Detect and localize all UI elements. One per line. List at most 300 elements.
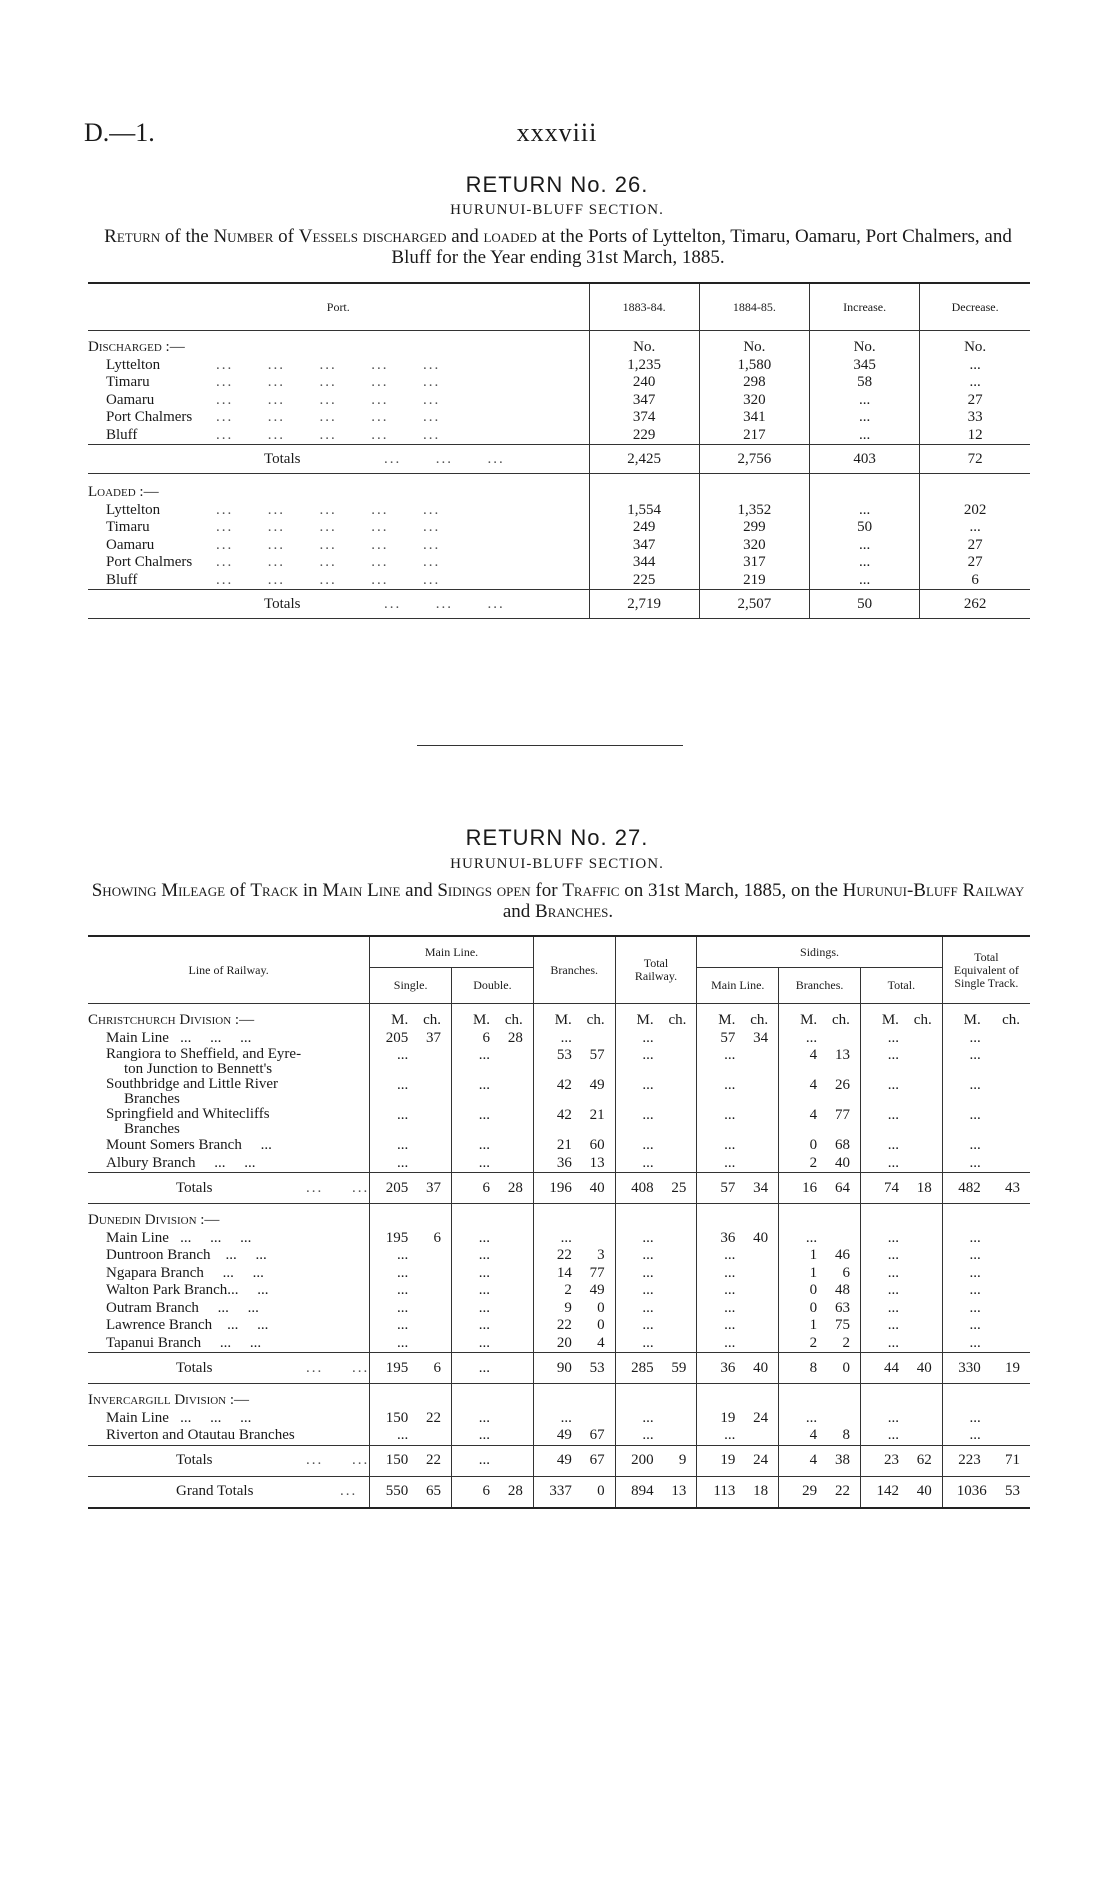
vessels-table bbox=[88, 282, 1030, 619]
chains-value bbox=[499, 1265, 523, 1282]
chains-value bbox=[996, 1230, 1020, 1247]
empty-cell bbox=[697, 1384, 779, 1410]
value-cell bbox=[779, 1030, 861, 1048]
miles-value: ... bbox=[642, 1047, 654, 1063]
mile-chain-pair bbox=[616, 1427, 697, 1444]
dunedin-totals-row bbox=[88, 1353, 1030, 1384]
mile-chain-pair bbox=[370, 1483, 451, 1500]
chains-value bbox=[499, 1247, 523, 1264]
miles-value: ... bbox=[887, 1154, 899, 1171]
chains-value bbox=[908, 1230, 932, 1247]
miles-value: ... bbox=[969, 1047, 981, 1063]
mile-chain-pair bbox=[370, 1335, 451, 1352]
mile-chain-pair bbox=[534, 1030, 615, 1047]
chains-value bbox=[662, 1155, 686, 1172]
mile-chain-pair bbox=[452, 1107, 533, 1124]
mile-chain-pair bbox=[534, 1483, 615, 1500]
chains-value: ch. bbox=[1002, 1012, 1020, 1029]
value-cell bbox=[942, 1300, 1030, 1318]
mile-chain-pair bbox=[616, 1360, 697, 1377]
sidings-branches-header: Branches. bbox=[779, 968, 861, 1004]
total-cell bbox=[697, 1446, 779, 1477]
empty-cell bbox=[615, 1384, 697, 1410]
line-name-cell bbox=[88, 1300, 370, 1318]
column-header: Decrease. bbox=[920, 284, 1030, 331]
line-name: Duntroon Branch ... ... bbox=[106, 1247, 267, 1264]
mile-chain-pair bbox=[779, 1360, 860, 1377]
chains-value bbox=[826, 1410, 850, 1427]
chains-value bbox=[744, 1300, 768, 1317]
leader-dots: ... ... ... ... ... bbox=[216, 391, 441, 408]
mile-chain-pair bbox=[779, 1483, 860, 1500]
chains-value: 25 bbox=[671, 1179, 687, 1196]
miles-value: ... bbox=[642, 1247, 654, 1264]
port-name: Timaru bbox=[106, 374, 150, 391]
chains-value bbox=[662, 1247, 686, 1264]
line-name: Walton Park Branch... ... bbox=[106, 1282, 269, 1299]
table-row bbox=[88, 1300, 1030, 1318]
line-name: Albury Branch ... ... bbox=[106, 1154, 256, 1171]
miles-value: 223 bbox=[958, 1452, 981, 1468]
mile-chain-pair bbox=[697, 1360, 778, 1377]
miles-value: ... bbox=[887, 1229, 899, 1246]
empty-cell bbox=[370, 1384, 452, 1410]
mile-chain-pair bbox=[370, 1317, 451, 1334]
miles-value: 6 bbox=[482, 1029, 491, 1046]
line-name: Southbridge and Little River bbox=[106, 1076, 279, 1092]
total-cell bbox=[942, 1353, 1030, 1384]
column-header: Increase. bbox=[810, 284, 920, 331]
miles-value: ... bbox=[478, 1047, 491, 1063]
chains-value bbox=[662, 1410, 686, 1427]
line-name: Outram Branch ... ... bbox=[106, 1299, 259, 1316]
miles-value: 36 bbox=[720, 1229, 736, 1246]
table-row bbox=[88, 1137, 1030, 1155]
mile-chain-pair bbox=[943, 1107, 1030, 1124]
line-name: Main Line ... ... ... bbox=[106, 1409, 252, 1426]
miles-value: 894 bbox=[631, 1483, 654, 1499]
value-cell bbox=[452, 1282, 534, 1300]
mile-chain-pair bbox=[861, 1107, 942, 1124]
empty-cell bbox=[860, 1384, 942, 1410]
chains-value: 34 bbox=[753, 1029, 769, 1046]
empty-cell bbox=[920, 474, 1030, 502]
chains-value bbox=[499, 1335, 523, 1352]
mile-chain-pair bbox=[534, 1047, 615, 1064]
chains-value bbox=[499, 1282, 523, 1299]
mile-chain-pair bbox=[616, 1247, 697, 1264]
miles-value: 6 bbox=[482, 1179, 491, 1196]
table-row bbox=[88, 1265, 1030, 1283]
miles-value: M. bbox=[800, 1012, 818, 1029]
mile-chain-pair bbox=[697, 1230, 778, 1247]
sidings-header: Sidings. bbox=[697, 937, 942, 968]
invercargill-heading: Invercargill Division :— bbox=[88, 1392, 250, 1409]
total-cell: 50 bbox=[810, 590, 920, 619]
column-header: 1884-85. bbox=[699, 284, 809, 331]
miles-value: ... bbox=[887, 1409, 899, 1426]
totals-label: Totals bbox=[176, 1179, 213, 1196]
value-cell bbox=[942, 1410, 1030, 1428]
value-cell bbox=[697, 1335, 779, 1353]
value-cell bbox=[697, 1137, 779, 1155]
port-name: Oamaru bbox=[106, 391, 155, 408]
chains-value bbox=[499, 1137, 523, 1154]
chains-value: 34 bbox=[753, 1179, 769, 1196]
mile-chain-pair bbox=[534, 1452, 615, 1469]
miles-value: 74 bbox=[883, 1179, 899, 1196]
chains-value: 8 bbox=[842, 1427, 850, 1444]
mile-chain-pair bbox=[779, 1427, 860, 1444]
value-cell bbox=[942, 1265, 1030, 1283]
chains-value bbox=[417, 1335, 441, 1352]
value-cell bbox=[370, 1410, 452, 1428]
miles-value: ... bbox=[478, 1229, 491, 1246]
chains-value: 28 bbox=[507, 1483, 523, 1499]
page-reference: D.—1. bbox=[84, 118, 155, 147]
return26-description: Return of the Number of Vessels discharged and loaded at the Ports of Lyttelton, Timaru, Oamaru, Port Chalmers, and Bluff for the Year ending 31st March, 1885. bbox=[104, 226, 1012, 268]
miles-value: ... bbox=[887, 1317, 899, 1334]
value-cell: 299 bbox=[699, 519, 809, 537]
miles-value: ... bbox=[969, 1247, 981, 1264]
value-cell bbox=[615, 1047, 697, 1077]
total-cell: 72 bbox=[920, 445, 1030, 474]
mile-chain-pair bbox=[779, 1452, 860, 1469]
value-cell bbox=[533, 1317, 615, 1335]
chains-value: ch. bbox=[504, 1012, 523, 1029]
line-name: Lawrence Branch ... ... bbox=[106, 1317, 269, 1334]
unit-cell bbox=[533, 1004, 615, 1030]
chains-value bbox=[908, 1300, 932, 1317]
chains-value bbox=[499, 1230, 523, 1247]
line-name-cell bbox=[88, 1107, 370, 1137]
sidings-main-header: Main Line. bbox=[697, 968, 779, 1004]
leader-dots: ... bbox=[340, 1483, 358, 1499]
totals-label-cell bbox=[88, 1446, 370, 1477]
chains-value bbox=[908, 1030, 932, 1047]
mile-chain-pair bbox=[370, 1137, 451, 1154]
table-row bbox=[88, 1410, 1030, 1428]
miles-value: 4 bbox=[809, 1107, 818, 1123]
table-row bbox=[88, 1247, 1030, 1265]
miles-value: ... bbox=[805, 1229, 818, 1246]
chains-value: 57 bbox=[589, 1047, 605, 1063]
miles-value: ... bbox=[560, 1409, 572, 1426]
value-cell bbox=[942, 1077, 1030, 1107]
leader-dots: ... ... ... ... ... bbox=[216, 536, 441, 553]
mile-chain-pair bbox=[861, 1300, 942, 1317]
mile-chain-pair bbox=[943, 1137, 1030, 1154]
value-cell bbox=[779, 1427, 861, 1445]
value-cell bbox=[533, 1427, 615, 1445]
return27-title: RETURN No. 27. bbox=[465, 825, 649, 850]
value-cell bbox=[615, 1077, 697, 1107]
dunedin-heading: Dunedin Division :— bbox=[88, 1212, 220, 1229]
miles-value: ... bbox=[724, 1077, 736, 1093]
empty-cell bbox=[452, 1204, 534, 1230]
miles-value: ... bbox=[805, 1409, 818, 1426]
chains-value: 46 bbox=[834, 1247, 850, 1264]
value-cell bbox=[452, 1030, 534, 1048]
chains-value bbox=[662, 1265, 686, 1282]
mile-chain-pair bbox=[370, 1452, 451, 1469]
miles-value: 9 bbox=[564, 1299, 572, 1316]
totals-bottom-rule bbox=[88, 619, 1030, 620]
mile-chain-pair bbox=[452, 1180, 533, 1197]
empty-cell bbox=[942, 1384, 1030, 1410]
value-cell: 33 bbox=[920, 409, 1030, 427]
mile-chain-pair bbox=[861, 1360, 942, 1377]
mile-chain-pair bbox=[779, 1180, 860, 1197]
line-name-cell bbox=[88, 1155, 370, 1173]
mile-chain-pair bbox=[943, 1247, 1030, 1264]
value-cell: 6 bbox=[920, 572, 1030, 590]
leader-dots: ... ... ... ... ... bbox=[216, 426, 441, 443]
miles-value: ... bbox=[969, 1107, 981, 1123]
value-cell bbox=[370, 1247, 452, 1265]
value-cell bbox=[697, 1030, 779, 1048]
total-cell bbox=[779, 1353, 861, 1384]
table-row bbox=[88, 502, 1030, 520]
chains-value bbox=[744, 1247, 768, 1264]
mile-chain-pair bbox=[861, 1155, 942, 1172]
miles-value: 195 bbox=[385, 1229, 409, 1246]
chains-value: ch. bbox=[750, 1012, 769, 1029]
value-cell: 27 bbox=[920, 537, 1030, 555]
value-cell: 317 bbox=[699, 554, 809, 572]
miles-value: ... bbox=[969, 1409, 981, 1426]
value-cell bbox=[452, 1247, 534, 1265]
chains-value bbox=[744, 1155, 768, 1172]
empty-cell bbox=[452, 1384, 534, 1410]
chains-value: 48 bbox=[834, 1282, 850, 1299]
mile-chain-pair bbox=[861, 1012, 942, 1029]
chains-value: 0 bbox=[842, 1359, 850, 1376]
value-cell bbox=[779, 1300, 861, 1318]
empty-cell bbox=[779, 1384, 861, 1410]
mile-chain-pair bbox=[452, 1230, 533, 1247]
miles-value: ... bbox=[724, 1264, 736, 1281]
port-cell bbox=[88, 374, 589, 392]
miles-value: M. bbox=[963, 1012, 981, 1029]
chains-value bbox=[996, 1107, 1020, 1124]
miles-value: ... bbox=[478, 1107, 491, 1123]
miles-value: ... bbox=[724, 1317, 736, 1334]
miles-value: M. bbox=[554, 1012, 572, 1029]
chains-value bbox=[499, 1047, 523, 1064]
miles-value: 29 bbox=[802, 1483, 818, 1499]
mile-chain-pair bbox=[452, 1317, 533, 1334]
mile-chain-pair bbox=[534, 1077, 615, 1094]
chains-value: 28 bbox=[507, 1029, 523, 1046]
leader-dots: ... ... ... ... ... bbox=[216, 409, 441, 426]
miles-value: 205 bbox=[385, 1029, 409, 1046]
value-cell bbox=[779, 1317, 861, 1335]
mile-chain-pair bbox=[943, 1155, 1030, 1172]
table-row bbox=[88, 1030, 1030, 1048]
miles-value: ... bbox=[969, 1264, 981, 1281]
mile-chain-pair bbox=[370, 1282, 451, 1299]
miles-value: 49 bbox=[556, 1452, 572, 1468]
total-cell bbox=[370, 1353, 452, 1384]
mile-chain-pair bbox=[452, 1300, 533, 1317]
mile-chain-pair bbox=[779, 1030, 860, 1047]
chains-value bbox=[908, 1410, 932, 1427]
total-cell bbox=[860, 1173, 942, 1204]
port-cell bbox=[88, 519, 589, 537]
line-name-cell bbox=[88, 1230, 370, 1248]
miles-value: ... bbox=[397, 1047, 409, 1063]
miles-value: ... bbox=[724, 1137, 736, 1154]
chains-value: 6 bbox=[433, 1229, 442, 1246]
miles-value: ... bbox=[805, 1029, 818, 1046]
mile-chain-pair bbox=[943, 1300, 1030, 1317]
chains-value: 60 bbox=[589, 1137, 605, 1154]
value-cell: ... bbox=[920, 519, 1030, 537]
chains-value bbox=[499, 1410, 523, 1427]
total-cell bbox=[615, 1446, 697, 1477]
miles-value: ... bbox=[478, 1077, 491, 1093]
chains-value: 68 bbox=[834, 1137, 850, 1154]
port-name: Timaru bbox=[106, 519, 150, 536]
miles-value: 36 bbox=[556, 1154, 572, 1171]
mile-chain-pair bbox=[534, 1137, 615, 1154]
miles-value: 408 bbox=[631, 1179, 654, 1196]
value-cell bbox=[860, 1155, 942, 1173]
unit-label: No. bbox=[699, 331, 809, 357]
miles-value: 22 bbox=[556, 1247, 572, 1264]
value-cell bbox=[860, 1282, 942, 1300]
miles-value: 1036 bbox=[956, 1483, 987, 1499]
value-cell bbox=[452, 1107, 534, 1137]
total-cell bbox=[779, 1446, 861, 1477]
port-name: Port Chalmers bbox=[106, 409, 193, 426]
table-row bbox=[88, 519, 1030, 537]
miles-value: ... bbox=[560, 1229, 572, 1246]
value-cell bbox=[452, 1427, 534, 1445]
mile-chain-pair bbox=[697, 1282, 778, 1299]
chains-value: 63 bbox=[834, 1299, 850, 1316]
invercargill-heading-cell bbox=[88, 1384, 370, 1410]
mile-chain-pair bbox=[779, 1077, 860, 1094]
mile-chain-pair bbox=[616, 1335, 697, 1352]
miles-value: 142 bbox=[876, 1483, 899, 1499]
miles-value: 0 bbox=[809, 1299, 818, 1316]
dunedin-heading-row bbox=[88, 1204, 1030, 1230]
leader-dots: ... ... ... ... ... bbox=[216, 519, 441, 536]
value-cell bbox=[615, 1335, 697, 1353]
mile-chain-pair bbox=[534, 1317, 615, 1334]
chains-value bbox=[417, 1137, 441, 1154]
mile-chain-pair bbox=[370, 1230, 451, 1247]
mile-chain-pair bbox=[779, 1410, 860, 1427]
chains-value: 0 bbox=[597, 1483, 605, 1499]
empty-cell bbox=[860, 1204, 942, 1230]
christchurch-heading-row bbox=[88, 1004, 1030, 1030]
line-name: Tapanui Branch ... ... bbox=[106, 1334, 262, 1351]
mile-chain-pair bbox=[943, 1047, 1030, 1064]
line-of-railway-header: Line of Railway. bbox=[188, 962, 269, 977]
miles-value: ... bbox=[887, 1299, 899, 1316]
chains-value: 62 bbox=[916, 1452, 932, 1468]
chains-value bbox=[996, 1155, 1020, 1172]
mile-chain-pair bbox=[943, 1410, 1030, 1427]
chains-value bbox=[417, 1282, 441, 1299]
unit-cell bbox=[860, 1004, 942, 1030]
miles-value: 150 bbox=[385, 1452, 409, 1468]
chains-value bbox=[826, 1230, 850, 1247]
mile-chain-pair bbox=[452, 1012, 533, 1029]
mile-chain-pair bbox=[861, 1282, 942, 1299]
port-cell bbox=[88, 392, 589, 410]
mile-chain-pair bbox=[452, 1047, 533, 1064]
line-name-cell bbox=[88, 1030, 370, 1048]
chains-value bbox=[417, 1317, 441, 1334]
chains-value: 18 bbox=[753, 1483, 769, 1499]
miles-value: ... bbox=[887, 1047, 899, 1063]
mile-chain-pair bbox=[534, 1282, 615, 1299]
chains-value bbox=[499, 1317, 523, 1334]
mile-chain-pair bbox=[943, 1077, 1030, 1094]
miles-value: 53 bbox=[556, 1047, 572, 1063]
chains-value bbox=[744, 1317, 768, 1334]
units-row bbox=[88, 331, 1030, 357]
grand-total-cell bbox=[452, 1477, 534, 1508]
mile-chain-pair bbox=[779, 1107, 860, 1124]
mile-chain-pair bbox=[697, 1300, 778, 1317]
value-cell bbox=[942, 1137, 1030, 1155]
grand-total-cell bbox=[942, 1477, 1030, 1508]
line-name: Ngapara Branch ... ... bbox=[106, 1264, 264, 1281]
miles-value: M. bbox=[718, 1012, 736, 1029]
table-row bbox=[88, 1427, 1030, 1445]
miles-value: 150 bbox=[385, 1409, 409, 1426]
miles-value: ... bbox=[642, 1334, 654, 1351]
mile-chain-pair bbox=[452, 1265, 533, 1282]
chains-value bbox=[996, 1317, 1020, 1334]
value-cell bbox=[452, 1155, 534, 1173]
empty-cell bbox=[942, 1204, 1030, 1230]
mile-chain-pair bbox=[616, 1483, 697, 1500]
chains-value: 49 bbox=[589, 1282, 605, 1299]
value-cell bbox=[860, 1107, 942, 1137]
table-row bbox=[88, 1230, 1030, 1248]
chains-value: 40 bbox=[834, 1154, 850, 1171]
table-row bbox=[88, 1077, 1030, 1107]
value-cell: ... bbox=[810, 554, 920, 572]
return26-title: RETURN No. 26. bbox=[465, 172, 649, 197]
mile-chain-pair bbox=[452, 1483, 533, 1500]
total-cell bbox=[615, 1353, 697, 1384]
miles-value: ... bbox=[478, 1427, 491, 1444]
mile-chain-pair bbox=[943, 1030, 1030, 1047]
total-railway-header: Total Railway. bbox=[615, 937, 697, 1004]
mile-chain-pair bbox=[861, 1427, 942, 1444]
mile-chain-pair bbox=[697, 1077, 778, 1094]
value-cell bbox=[860, 1030, 942, 1048]
chains-value: 0 bbox=[597, 1317, 605, 1334]
totals-label: Totals bbox=[264, 595, 301, 612]
value-cell: 58 bbox=[810, 374, 920, 392]
table-row bbox=[88, 409, 1030, 427]
chains-value bbox=[662, 1335, 686, 1352]
total-cell bbox=[942, 1446, 1030, 1477]
chains-value bbox=[908, 1265, 932, 1282]
unit-label: No. bbox=[920, 331, 1030, 357]
miles-value: M. bbox=[881, 1012, 899, 1029]
chains-value bbox=[662, 1317, 686, 1334]
value-cell: 320 bbox=[699, 537, 809, 555]
